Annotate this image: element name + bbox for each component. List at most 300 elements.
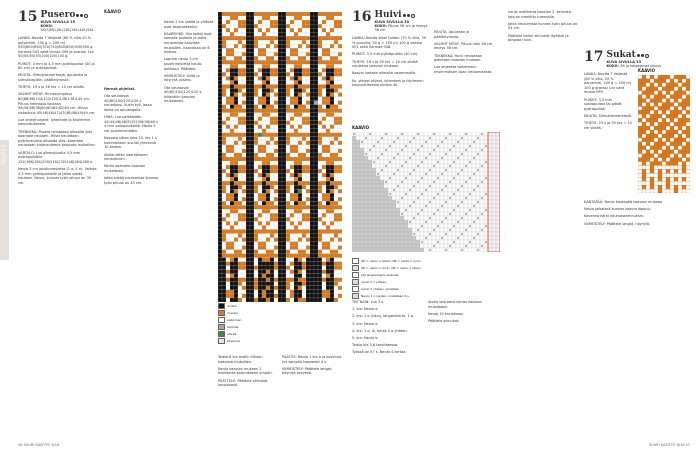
chart-cell	[380, 192, 384, 196]
chart-cell	[686, 177, 690, 181]
chart-cell	[682, 99, 686, 103]
chart-cell	[318, 40, 322, 44]
chart-cell	[302, 105, 306, 109]
chart-cell	[360, 132, 364, 136]
chart-cell	[412, 220, 416, 224]
chart-cell	[218, 40, 222, 44]
chart-cell	[318, 173, 322, 177]
chart-cell	[266, 169, 270, 173]
chart-cell	[330, 153, 334, 157]
chart-cell	[226, 205, 230, 209]
chart-cell	[282, 80, 286, 84]
chart-cell	[638, 110, 642, 114]
chart-cell	[282, 40, 286, 44]
chart-cell	[250, 72, 254, 76]
chart-cell	[226, 173, 230, 177]
chart-cell	[436, 196, 440, 200]
chart-cell	[440, 248, 444, 252]
chart-cell	[330, 298, 334, 302]
chart-cell	[376, 144, 380, 148]
chart-cell	[282, 85, 286, 89]
chart-cell	[392, 140, 396, 144]
chart-cell	[306, 205, 310, 209]
chart-cell	[282, 24, 286, 28]
chart-cell	[488, 172, 492, 176]
chart-cell	[282, 169, 286, 173]
chart-cell	[460, 144, 464, 148]
chart-cell	[290, 290, 294, 294]
chart-cell	[666, 87, 670, 91]
chart-cell	[452, 184, 456, 188]
chart-cell	[222, 28, 226, 32]
chart-cell	[318, 12, 322, 16]
chart-cell	[360, 136, 364, 140]
chart-cell	[642, 79, 646, 83]
chart-cell	[286, 213, 290, 217]
chart-cell	[428, 140, 432, 144]
chart-cell	[222, 89, 226, 93]
chart-cell	[662, 103, 666, 107]
chart-cell	[314, 153, 318, 157]
chart-cell	[318, 294, 322, 298]
chart-cell	[222, 16, 226, 20]
chart-cell	[222, 125, 226, 129]
chart-cell	[428, 220, 432, 224]
chart-cell	[218, 56, 222, 60]
chart-cell	[404, 236, 408, 240]
chart-cell	[226, 72, 230, 76]
chart-cell	[372, 196, 376, 200]
chart-cell	[302, 137, 306, 141]
chart-cell	[420, 188, 424, 192]
chart-cell	[266, 250, 270, 254]
chart-cell	[334, 16, 338, 20]
legend-symbol	[352, 258, 359, 264]
chart-cell	[392, 232, 396, 236]
chart-cell	[334, 60, 338, 64]
chart-cell	[274, 250, 278, 254]
chart-cell	[270, 36, 274, 40]
chart-cell	[306, 254, 310, 258]
chart-cell	[476, 184, 480, 188]
chart-cell	[266, 113, 270, 117]
chart-cell	[290, 16, 294, 20]
chart-cell	[246, 145, 250, 149]
chart-cell	[638, 91, 642, 95]
chart-cell	[334, 282, 338, 286]
chart-cell	[642, 114, 646, 118]
chart-cell	[488, 240, 492, 244]
chart-cell	[242, 141, 246, 145]
chart-cell	[262, 68, 266, 72]
chart-cell	[262, 209, 266, 213]
chart-cell	[396, 148, 400, 152]
chart-cell	[432, 184, 436, 188]
chart-cell	[356, 212, 360, 216]
chart-cell	[460, 212, 464, 216]
chart-cell	[646, 87, 650, 91]
chart-cell	[278, 56, 282, 60]
chart-cell	[476, 156, 480, 160]
chart-cell	[412, 168, 416, 172]
chart-cell	[266, 197, 270, 201]
chart-cell	[314, 117, 318, 121]
chart-cell	[258, 225, 262, 229]
chart-cell	[282, 105, 286, 109]
chart-cell	[460, 200, 464, 204]
chart-cell	[338, 185, 342, 189]
chart-cell	[222, 185, 226, 189]
chart-cell	[290, 165, 294, 169]
chart-cell	[230, 56, 234, 60]
chart-cell	[218, 189, 222, 193]
chart-cell	[638, 83, 642, 87]
chart-cell	[420, 216, 424, 220]
chart-cell	[496, 132, 500, 136]
chart-cell	[460, 180, 464, 184]
chart-cell	[230, 153, 234, 157]
chart-cell	[318, 80, 322, 84]
pattern1-column	[18, 10, 98, 188]
chart-cell	[306, 48, 310, 52]
chart-cell	[464, 208, 468, 212]
chart-cell	[670, 122, 674, 126]
chart-cell	[246, 97, 250, 101]
chart-cell	[294, 225, 298, 229]
chart-cell	[360, 196, 364, 200]
chart-cell	[250, 266, 254, 270]
chart-cell	[464, 156, 468, 160]
chart-cell	[384, 196, 388, 200]
chart-cell	[334, 97, 338, 101]
chart-cell	[646, 118, 650, 122]
chart-cell	[306, 109, 310, 113]
legend-label: OP = neulo o oikein, NP = neulo o nurin	[361, 259, 421, 263]
chart-cell	[318, 250, 322, 254]
chart-cell	[432, 140, 436, 144]
chart-cell	[254, 105, 258, 109]
chart-cell	[476, 168, 480, 172]
chart-cell	[646, 110, 650, 114]
chart-cell	[432, 196, 436, 200]
chart-cell	[302, 290, 306, 294]
chart-cell	[318, 117, 322, 121]
chart-cell	[266, 141, 270, 145]
chart-cell	[238, 221, 242, 225]
legend-swatch	[218, 317, 225, 323]
chart-cell	[298, 68, 302, 72]
chart-cell	[638, 130, 642, 134]
chart-cell	[298, 181, 302, 185]
chart-cell	[278, 16, 282, 20]
chart-cell	[254, 36, 258, 40]
chart-cell	[294, 121, 298, 125]
chart-cell	[338, 221, 342, 225]
chart-cell	[306, 141, 310, 145]
chart-cell	[334, 165, 338, 169]
chart-cell	[310, 205, 314, 209]
chart-cell	[298, 258, 302, 262]
chart-cell	[306, 197, 310, 201]
chart-cell	[674, 106, 678, 110]
chart-cell	[250, 282, 254, 286]
paragraph: Neulo jalkaterä kunnes kaavio loppuu.	[584, 207, 651, 212]
chart-cell	[262, 85, 266, 89]
chart-cell	[376, 184, 380, 188]
chart-cell	[238, 24, 242, 28]
chart-cell	[326, 68, 330, 72]
chart-cell	[250, 173, 254, 177]
chart-cell	[468, 136, 472, 140]
chart-cell	[266, 85, 270, 89]
chart-cell	[326, 89, 330, 93]
chart-cell	[496, 228, 500, 232]
paragraph: VIIMEISTELY: Silitä ja höyrytä pusero.	[164, 73, 200, 83]
chart-cell	[286, 225, 290, 229]
chart-cell	[318, 97, 322, 101]
chart-cell	[468, 152, 472, 156]
chart-cell	[274, 40, 278, 44]
chart-cell	[270, 117, 274, 121]
chart-cell	[238, 56, 242, 60]
chart-cell	[464, 176, 468, 180]
chart-cell	[262, 181, 266, 185]
chart-cell	[376, 172, 380, 176]
pattern2-title: Huivi	[374, 10, 402, 20]
chart-cell	[488, 144, 492, 148]
chart-cell	[496, 248, 500, 252]
chart-cell	[338, 250, 342, 254]
chart-cell	[262, 44, 266, 48]
chart-cell	[218, 125, 222, 129]
chart-cell	[234, 12, 238, 16]
chart-cell	[456, 148, 460, 152]
chart-cell	[222, 20, 226, 24]
chart-cell	[638, 114, 642, 118]
chart-cell	[258, 12, 262, 16]
chart-cell	[234, 201, 238, 205]
chart-cell	[464, 140, 468, 144]
chart-cell	[270, 16, 274, 20]
chart-cell	[492, 140, 496, 144]
chart-cell	[460, 220, 464, 224]
chart-cell	[326, 32, 330, 36]
chart-cell	[242, 165, 246, 169]
chart-cell	[290, 221, 294, 225]
chart-cell	[396, 208, 400, 212]
chart-cell	[294, 246, 298, 250]
chart-cell	[650, 185, 654, 189]
chart-cell	[444, 236, 448, 240]
chart-cell	[318, 274, 322, 278]
chart-cell	[226, 137, 230, 141]
chart-cell	[492, 180, 496, 184]
chart-cell	[270, 101, 274, 105]
chart-cell	[258, 274, 262, 278]
chart-cell	[302, 197, 306, 201]
chart-cell	[432, 244, 436, 248]
chart-cell	[238, 32, 242, 36]
chart-cell	[468, 228, 472, 232]
chart-cell	[352, 148, 356, 152]
chart-cell	[322, 40, 326, 44]
chart-cell	[432, 204, 436, 208]
chart-cell	[388, 148, 392, 152]
chart-cell	[476, 140, 480, 144]
chart-cell	[666, 95, 670, 99]
chart-cell	[262, 48, 266, 52]
chart-cell	[298, 48, 302, 52]
chart-cell	[682, 91, 686, 95]
chart-cell	[290, 294, 294, 298]
chart-cell	[400, 184, 404, 188]
chart-cell	[420, 180, 424, 184]
chart-cell	[318, 60, 322, 64]
chart-cell	[262, 125, 266, 129]
chart-cell	[250, 250, 254, 254]
chart-cell	[230, 250, 234, 254]
chart-cell	[686, 83, 690, 87]
chart-cell	[428, 212, 432, 216]
pattern2-sizes: Pituus 56 cm ja leveys 36 cm	[374, 24, 428, 32]
legend-label: oranssi	[227, 311, 238, 315]
chart-cell	[662, 87, 666, 91]
chart-cell	[290, 36, 294, 40]
chart-cell	[330, 60, 334, 64]
chart-cell	[250, 238, 254, 242]
chart-cell	[400, 136, 404, 140]
chart-cell	[254, 185, 258, 189]
chart-cell	[310, 290, 314, 294]
chart-cell	[290, 242, 294, 246]
chart-cell	[274, 16, 278, 20]
chart-cell	[492, 236, 496, 240]
chart-cell	[658, 154, 662, 158]
chart-cell	[338, 137, 342, 141]
chart-cell	[480, 216, 484, 220]
chart-cell	[448, 132, 452, 136]
chart-cell	[266, 221, 270, 225]
chart-cell	[278, 161, 282, 165]
chart-cell	[338, 56, 342, 60]
chart-cell	[646, 103, 650, 107]
chart-cell	[238, 266, 242, 270]
chart-cell	[234, 129, 238, 133]
chart-cell	[270, 169, 274, 173]
chart-cell	[230, 157, 234, 161]
chart-cell	[642, 138, 646, 142]
chart-cell	[686, 162, 690, 166]
chart-cell	[270, 246, 274, 250]
pattern3-paragraphs	[584, 72, 632, 130]
chart-cell	[294, 141, 298, 145]
chart-cell	[476, 200, 480, 204]
chart-cell	[246, 254, 250, 258]
chart-cell	[246, 234, 250, 238]
chart-cell	[408, 248, 412, 252]
chart-cell	[234, 157, 238, 161]
chart-cell	[310, 274, 314, 278]
chart-cell	[456, 236, 460, 240]
chart-cell	[338, 16, 342, 20]
chart-cell	[388, 216, 392, 220]
chart-cell	[318, 266, 322, 270]
chart-cell	[322, 246, 326, 250]
chart-cell	[310, 24, 314, 28]
chart-cell	[258, 105, 262, 109]
chart-cell	[322, 97, 326, 101]
pattern2-paragraphs	[352, 36, 428, 88]
chart-cell	[440, 184, 444, 188]
chart-cell	[654, 79, 658, 83]
chart-cell	[226, 85, 230, 89]
chart-cell	[230, 64, 234, 68]
chart-cell	[234, 270, 238, 274]
chart-cell	[258, 254, 262, 258]
chart-cell	[662, 118, 666, 122]
chart-cell	[448, 184, 452, 188]
chart-cell	[298, 294, 302, 298]
chart-cell	[642, 122, 646, 126]
chart-cell	[218, 64, 222, 68]
chart-cell	[230, 294, 234, 298]
chart-cell	[246, 286, 250, 290]
chart-cell	[436, 132, 440, 136]
chart-cell	[318, 217, 322, 221]
chart-cell	[638, 185, 642, 189]
chart-cell	[246, 217, 250, 221]
chart-cell	[270, 113, 274, 117]
chart-cell	[234, 76, 238, 80]
chart-cell	[356, 240, 360, 244]
chart-cell	[278, 217, 282, 221]
chart-cell	[302, 40, 306, 44]
chart-cell	[222, 165, 226, 169]
chart-cell	[254, 250, 258, 254]
chart-cell	[302, 286, 306, 290]
chart-cell	[306, 213, 310, 217]
paragraph: PUIKOT: 3,5 mm sukkapuikot tai pitkät pyöröpuikot.	[584, 97, 622, 111]
chart-cell	[310, 117, 314, 121]
chart-cell	[380, 200, 384, 204]
chart-cell	[338, 274, 342, 278]
chart-cell	[686, 169, 690, 173]
chart-cell	[662, 126, 666, 130]
chart-cell	[262, 165, 266, 169]
chart-cell	[468, 144, 472, 148]
chart-cell	[472, 168, 476, 172]
chart-cell	[274, 262, 278, 266]
legend-symbol	[352, 293, 359, 299]
chart-cell	[432, 236, 436, 240]
chart-cell	[404, 152, 408, 156]
chart-cell	[440, 204, 444, 208]
chart-cell	[218, 85, 222, 89]
chart-cell	[428, 232, 432, 236]
chart-cell	[314, 68, 318, 72]
chart-cell	[254, 60, 258, 64]
chart-cell	[302, 266, 306, 270]
chart-cell	[658, 165, 662, 169]
chart-cell	[658, 75, 662, 79]
chart-cell	[496, 196, 500, 200]
chart-cell	[242, 298, 246, 302]
chart-cell	[330, 105, 334, 109]
chart-cell	[286, 113, 290, 117]
chart-cell	[392, 200, 396, 204]
chart-cell	[326, 24, 330, 28]
chart-cell	[218, 89, 222, 93]
